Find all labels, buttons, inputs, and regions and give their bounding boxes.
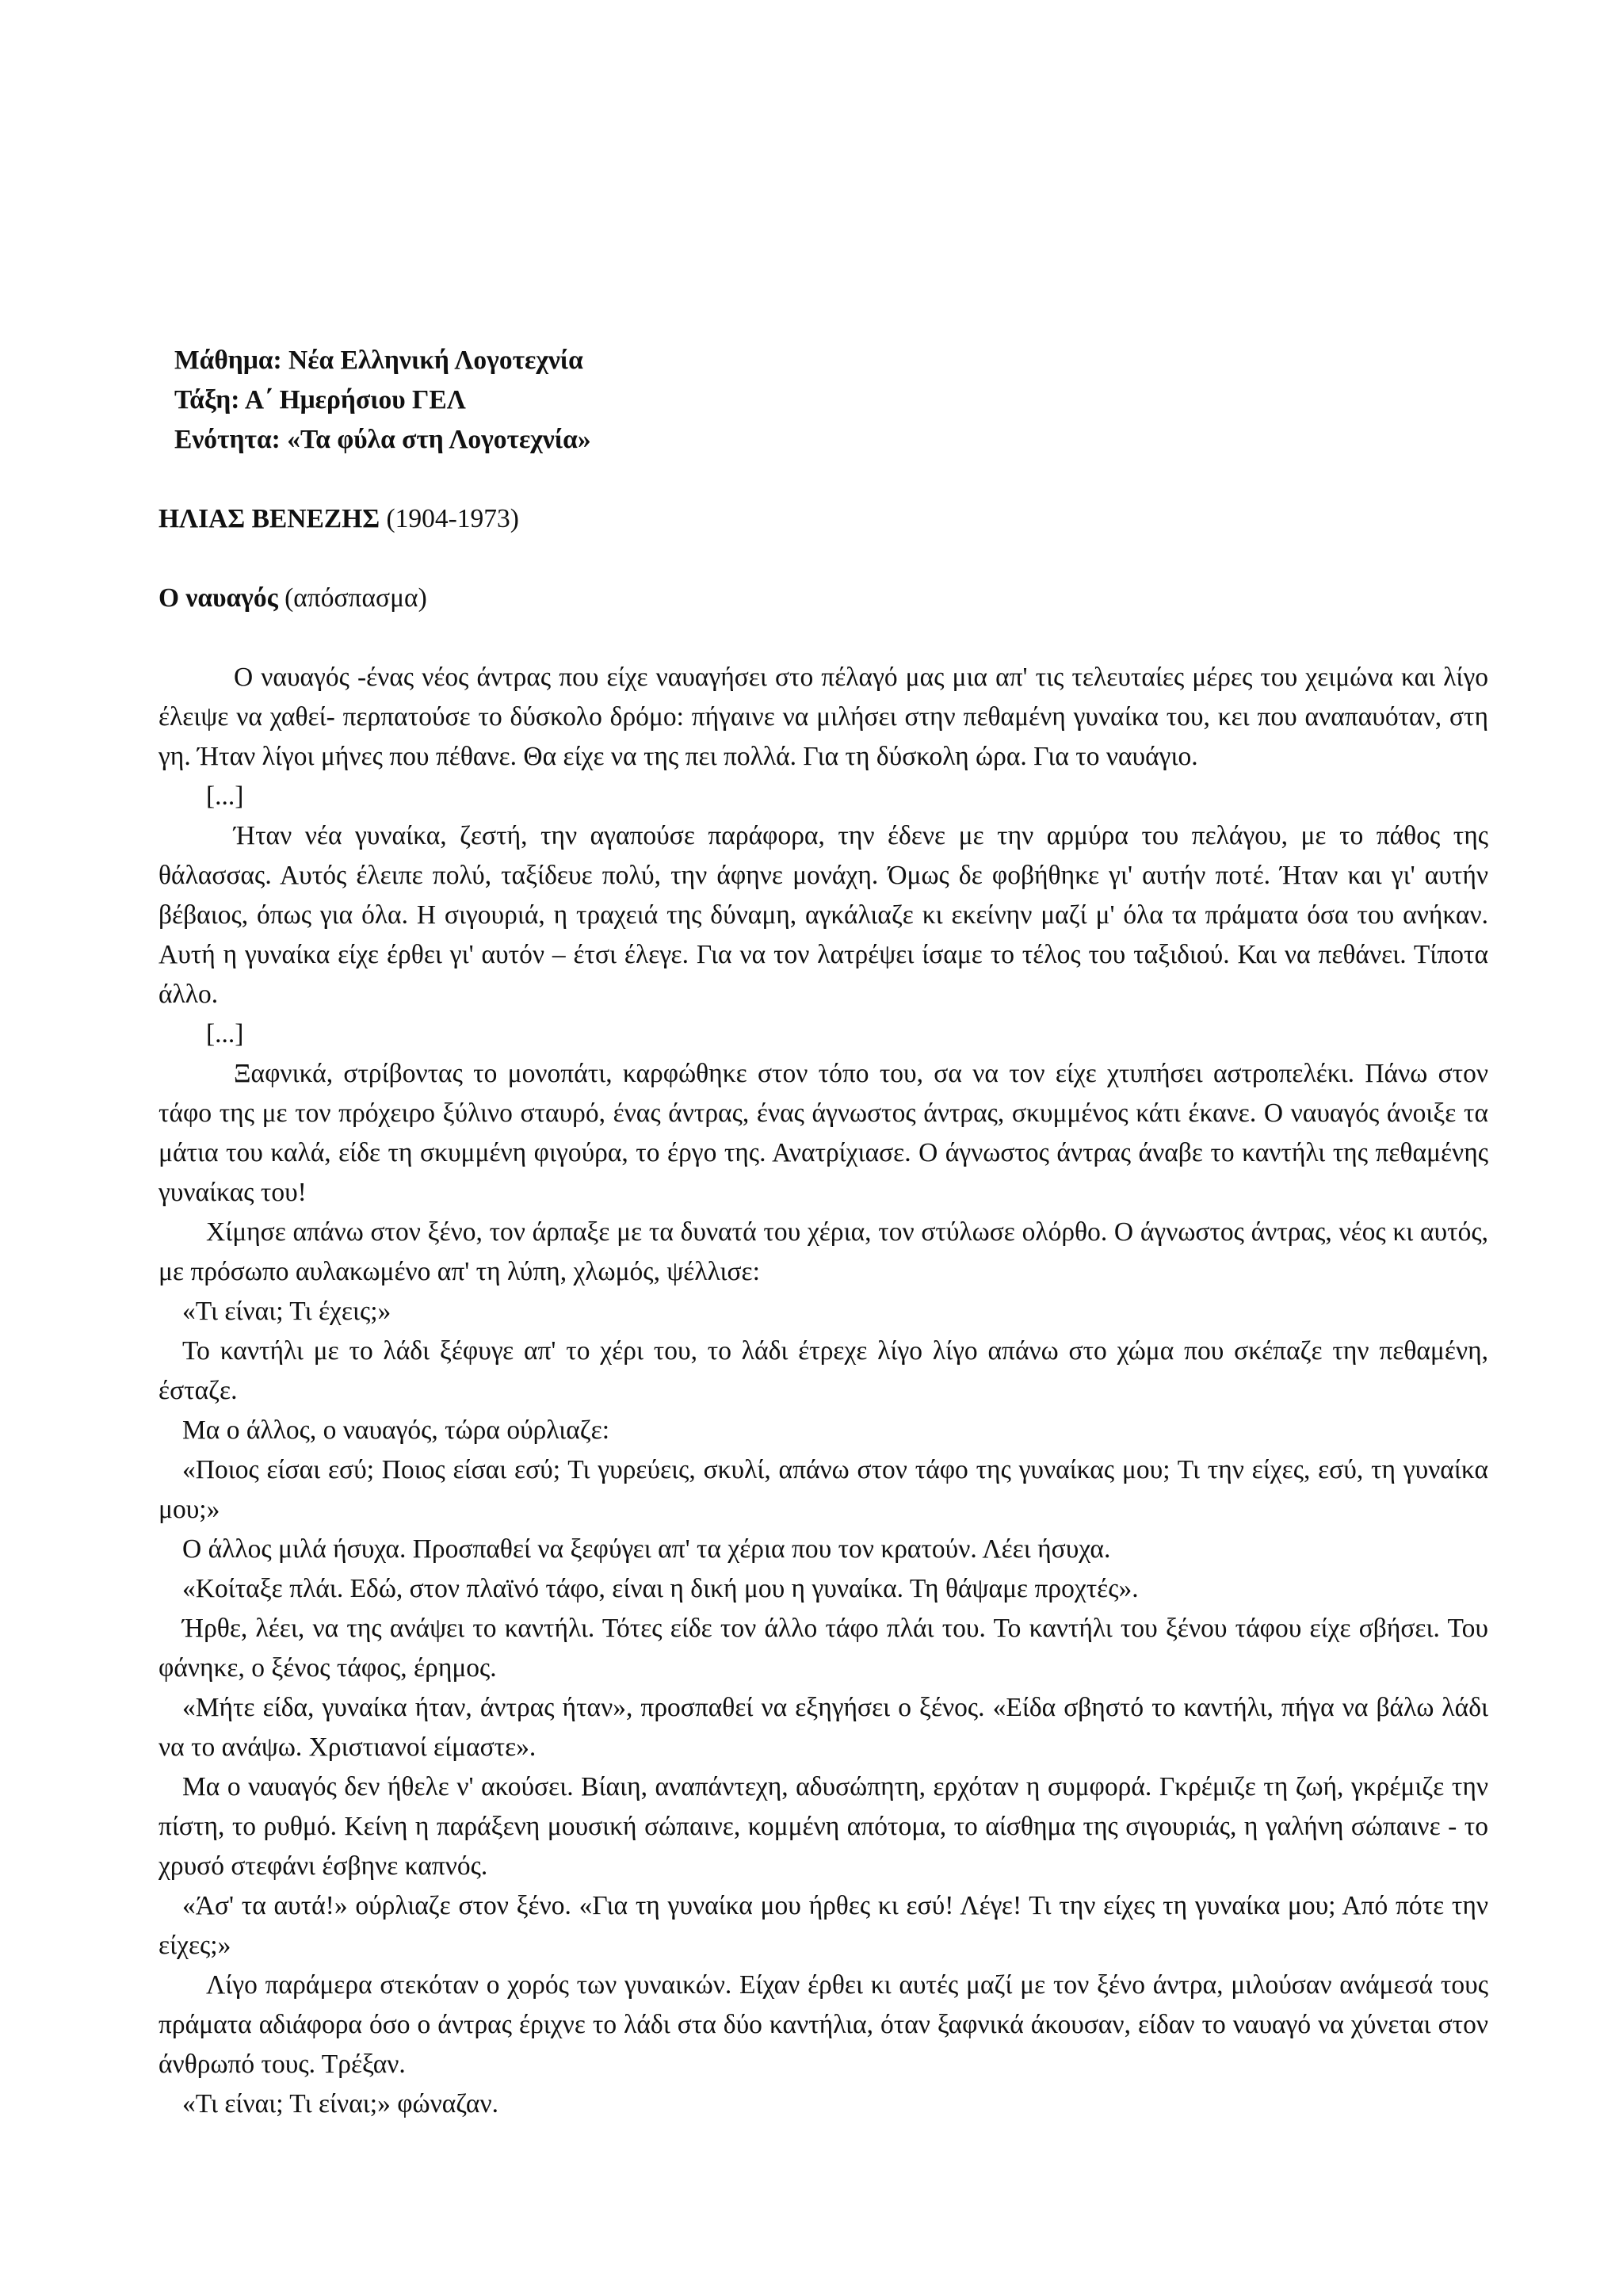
paragraph: Ξαφνικά, στρίβοντας το μονοπάτι, καρφώθηκε στον τόπο του, σα να τον είχε χτυπήσει αστροπελέκι. Πάνω στον τάφο της με τον πρόχειρο ξύλινο σταυρό, ένας άντρας, ένας άγνωστος άντρας, σκυμμένος κάτι έκανε. Ο ναυαγός άνοιξε τα μάτια του καλά, είδε τη σκυμμένη φιγούρα, το έργο της. Ανατρίχιασε. Ο άγνωστος άντρας άναβε το καντήλι της πεθαμένης γυναίκας του! [158, 1059, 1488, 1207]
work-note: (απόσπασμα) [285, 583, 427, 613]
subject-line: Μάθημα: Νέα Ελληνική Λογοτεχνία [174, 346, 583, 375]
paragraph: «Τι είναι; Τι έχεις;» [182, 1297, 391, 1326]
paragraph: Μα ο ναυαγός δεν ήθελε ν' ακούσει. Βίαιη, αναπάντεχη, αδυσώπητη, ερχόταν η συμφορά. Γκρέμιζε τη ζωή, γκρέμιζε την πίστη, το ρυθμό. Κείνη η παράξενη μουσική σώπαινε, κομμένη απότομα, το αίσθημα της σιγουριάς, η γαλήνη σώπαινε - το χρυσό στεφάνι έσβηνε καπνός. [158, 1772, 1488, 1881]
paragraph: Ο άλλος μιλά ήσυχα. Προσπαθεί να ξεφύγει απ' τα χέρια που τον κρατούν. Λέει ήσυχα. [182, 1534, 1111, 1564]
paragraph: Ο ναυαγός -ένας νέος άντρας που είχε ναυαγήσει στο πέλαγό μας μια απ' τις τελευταίες μέρες του χειμώνα και λίγο έλειψε να χαθεί- περπατούσε το δύσκολο δρόμο: πήγαινε να μιλήσει στην πεθαμένη γυναίκα του, κει που αναπαυόταν, στη γη. Ήταν λίγοι μήνες που πέθανε. Θα είχε να της πει πολλά. Για τη δύσκολη ώρα. Για το ναυάγιο. [158, 663, 1488, 771]
paragraph: «Ποιος είσαι εσύ; Ποιος είσαι εσύ; Τι γυρεύεις, σκυλί, απάνω στον τάφο της γυναίκας μου; Τι την είχες, εσύ, τη γυναίκα μου;» [158, 1455, 1488, 1524]
ellipsis-marker: [...] [206, 781, 244, 811]
paragraph: Το καντήλι με το λάδι ξέφυγε απ' το χέρι του, το λάδι έτρεχε λίγο λίγο απάνω στο χώμα που σκέπαζε την πεθαμένη, έσταζε. [158, 1336, 1488, 1405]
paragraph: Ήταν νέα γυναίκα, ζεστή, την αγαπούσε παράφορα, την έδενε με την αρμύρα του πελάγου, με το πάθος της θάλασσας. Αυτός έλειπε πολύ, ταξίδευε πολύ, την άφηνε μονάχη. Όμως δε φοβήθηκε γι' αυτήν ποτέ. Ήταν και γι' αυτήν βέβαιος, όπως για όλα. Η σιγουριά, η τραχειά της δύναμη, αγκάλιαζε κι εκείνην μαζί μ' όλα τα πράματα όσα του ανήκαν. Αυτή η γυναίκα είχε έρθει γι' αυτόν – έτσι έλεγε. Για να τον λατρέψει ίσαμε το τέλος του ταξιδιού. Και να πεθάνει. Τίποτα άλλο. [158, 821, 1488, 1009]
author-line [158, 499, 1488, 539]
work-title: Ο ναυαγός [158, 583, 278, 613]
author-name: ΗΛΙΑΣ ΒΕΝΕΖΗΣ [158, 504, 380, 533]
unit-line: Ενότητα: «Τα φύλα στη Λογοτεχνία» [174, 425, 591, 454]
paragraph: «Μήτε είδα, γυναίκα ήταν, άντρας ήταν», προσπαθεί να εξηγήσει ο ξένος. «Είδα σβηστό το καντήλι, πήγα να βάλω λάδι να το ανάψω. Χριστιανοί είμαστε». [158, 1693, 1488, 1762]
paragraph: Μα ο άλλος, ο ναυαγός, τώρα ούρλιαζε: [182, 1415, 610, 1445]
excerpt-body [158, 658, 1488, 2124]
paragraph: Χίμησε απάνω στον ξένο, τον άρπαξε με τα δυνατά του χέρια, τον στύλωσε ολόρθο. Ο άγνωστος άντρας, νέος κι αυτός, με πρόσωπο αυλακωμένο απ' τη λύπη, χλωμός, ψέλλισε: [158, 1217, 1488, 1286]
document-page [158, 341, 1488, 2124]
author-years: (1904-1973) [386, 504, 519, 533]
class-line: Τάξη: Α΄ Ημερήσιου ΓΕΛ [174, 385, 466, 415]
work-title-line [158, 579, 1488, 618]
paragraph: Ήρθε, λέει, να της ανάψει το καντήλι. Τότες είδε τον άλλο τάφο πλάι του. Το καντήλι του ξένου τάφου είχε σβήσει. Του φάνηκε, ο ξένος τάφος, έρημος. [158, 1614, 1488, 1683]
paragraph: «Άσ' τα αυτά!» ούρλιαζε στον ξένο. «Για τη γυναίκα μου ήρθες κι εσύ! Λέγε! Τι την είχες τη γυναίκα μου; Από πότε την είχες;» [158, 1891, 1488, 1960]
ellipsis-marker: [...] [206, 1019, 244, 1049]
paragraph: «Τι είναι; Τι είναι;» φώναζαν. [182, 2089, 499, 2118]
paragraph: «Κοίταξε πλάι. Εδώ, στον πλαϊνό τάφο, είναι η δική μου η γυναίκα. Τη θάψαμε προχτές». [182, 1574, 1139, 1603]
paragraph: Λίγο παράμερα στεκόταν ο χορός των γυναικών. Είχαν έρθει κι αυτές μαζί με τον ξένο άντρα, μιλούσαν ανάμεσά τους πράματα αδιάφορα όσο ο άντρας έριχνε το λάδι στα δύο καντήλια, όταν ξαφνικά άκουσαν, είδαν το ναυαγό να χύνεται στον άνθρωπό τους. Τρέξαν. [158, 1970, 1488, 2079]
lesson-header [158, 341, 1488, 460]
